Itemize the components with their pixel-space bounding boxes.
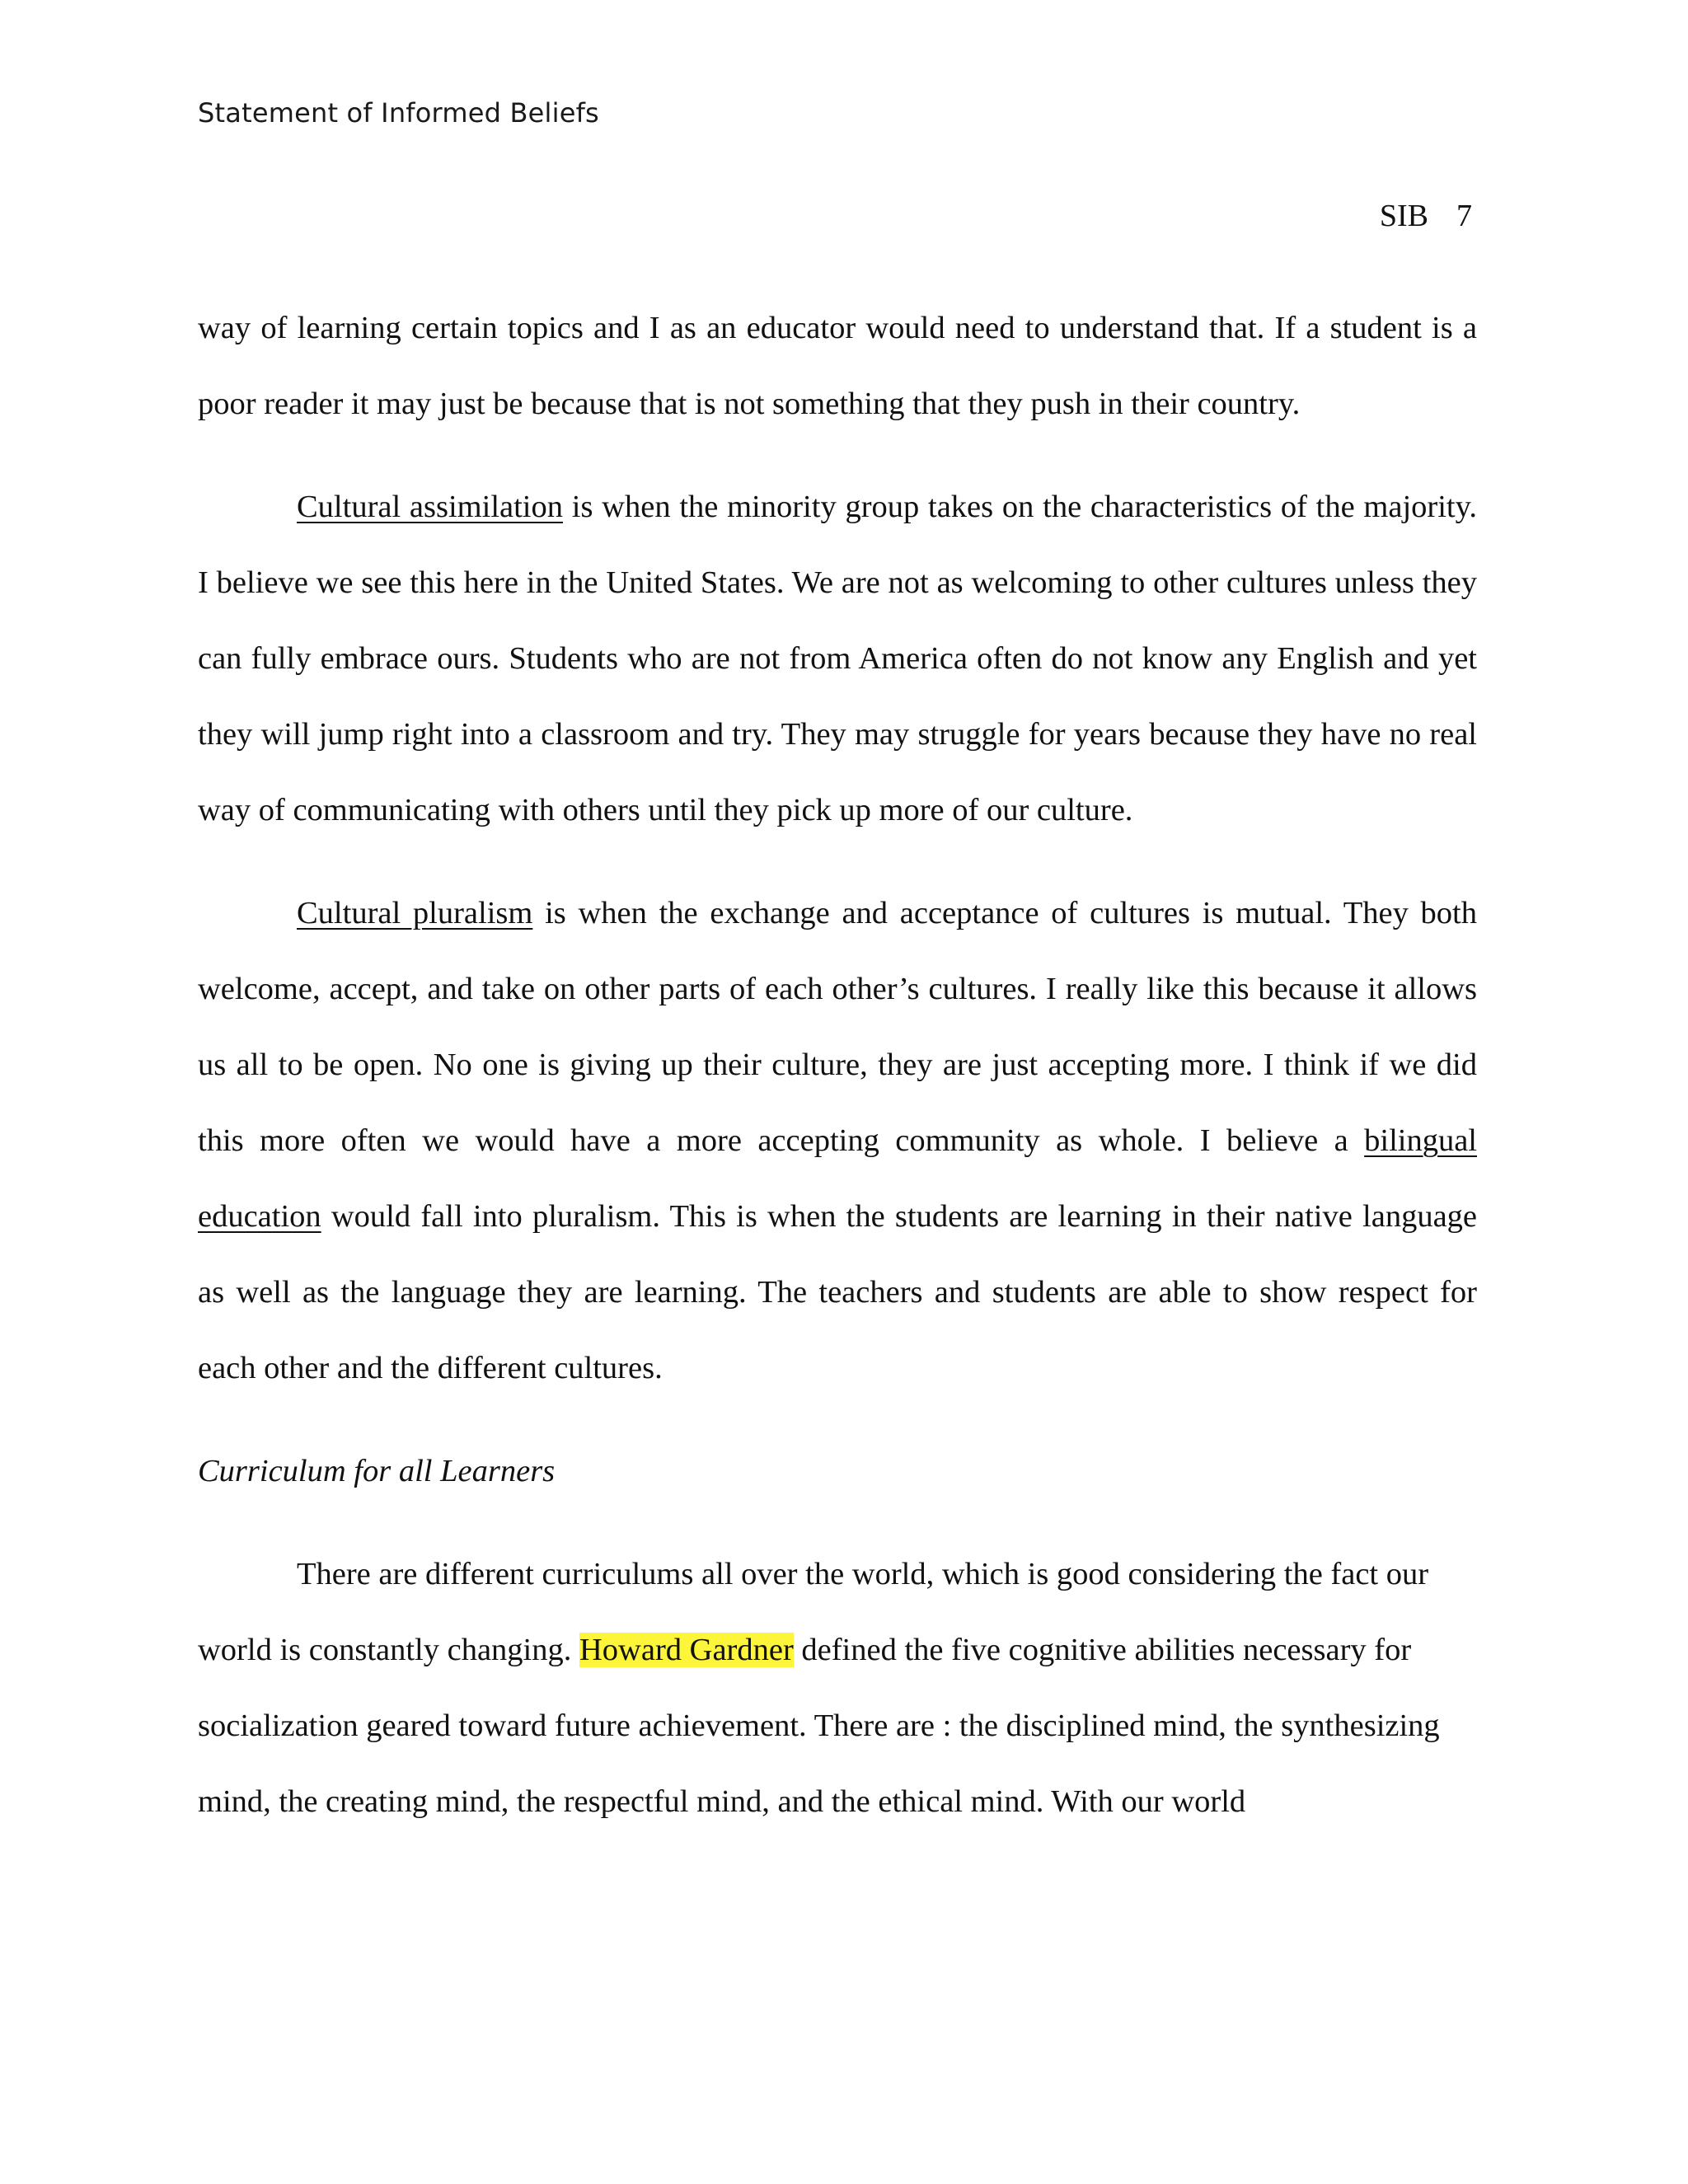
document-body: [198, 290, 1477, 1867]
paragraph-cultural-pluralism: [198, 875, 1477, 1406]
paragraph-continuation: [198, 290, 1477, 442]
highlighted-name: Howard Gardner: [579, 1633, 794, 1667]
page-number: 7: [1456, 199, 1472, 233]
term-bilingual-education: bilingual education: [198, 1123, 1477, 1234]
paragraph-cultural-assimilation: [198, 469, 1477, 848]
paragraph-text: is when the exchange and acceptance of cultures is mutual. They both welcome, accept, and take on other parts of each other’s cultures. I really like this because it allows us all to be open. No one is giving up their culture, they are just accepting more. I think if we did this more often we would have a more accepting community as whole. I believe a: [198, 896, 1477, 1158]
section-heading: Curriculum for all Learners: [198, 1454, 556, 1488]
paragraph-text: would fall into pluralism. This is when the students are learning in their native language as well as the language they are learning. The teachers and students are able to show respect for each other and the different cultures.: [198, 1199, 1477, 1385]
paragraph-text: defined the five cognitive abilities necessary for socialization geared toward future achievement. There are : the disciplined mind, the synthesizing mind, the creating mind, the respectful mind, and the ethical mind. With our world: [198, 1633, 1440, 1819]
paragraph-text: way of learning certain topics and I as an educator would need to understand that. If a student is a poor reader it may just be because that is not something that they push in their country.: [198, 311, 1477, 421]
term-cultural-assimilation: Cultural assimilation: [297, 490, 563, 524]
term-cultural-pluralism: Cultural pluralism: [297, 896, 533, 930]
document-header-title: Statement of Informed Beliefs: [198, 97, 599, 129]
running-head: [1380, 198, 1472, 234]
paragraph-text: There are different curriculums all over the world, which is good considering the fact our world is constantly changing.: [198, 1557, 1429, 1667]
paragraph-curriculum: [198, 1536, 1477, 1840]
paragraph-text: is when the minority group takes on the characteristics of the majority. I believe we see this here in the United States. We are not as welcoming to other cultures unless they can fully embrace ours. Students who are not from America often do not know any English and yet they will jump right into a classroom and try. They may struggle for years because they have no real way of communicating with others until they pick up more of our culture.: [198, 490, 1477, 827]
running-head-label: SIB: [1379, 199, 1428, 233]
